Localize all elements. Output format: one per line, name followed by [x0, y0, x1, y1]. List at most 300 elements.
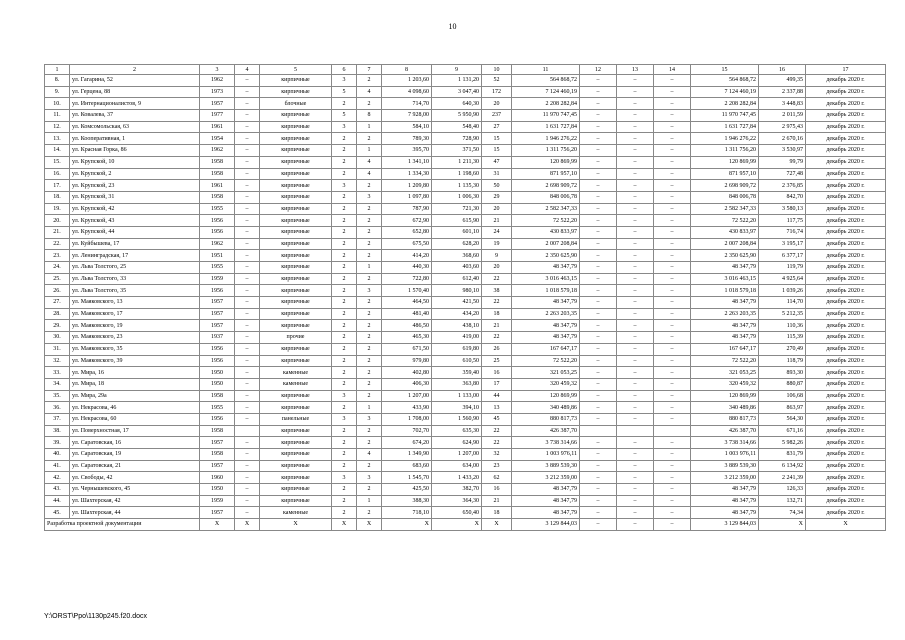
table-cell: –	[617, 191, 654, 203]
table-cell: –	[617, 86, 654, 98]
table-cell: –	[235, 121, 260, 133]
table-cell: 2	[357, 355, 382, 367]
table-cell: декабрь 2020 г.	[806, 145, 886, 157]
table-row	[45, 168, 886, 180]
summary-cell: X	[382, 519, 432, 531]
column-number: 17	[806, 65, 886, 75]
table-cell: 2 975,43	[759, 121, 806, 133]
table-cell: 3 530,97	[759, 145, 806, 157]
table-cell: 237	[482, 110, 512, 122]
table-cell: 47	[482, 156, 512, 168]
table-cell: –	[654, 98, 691, 110]
table-cell: 18	[482, 507, 512, 519]
table-cell: –	[617, 495, 654, 507]
table-cell: декабрь 2020 г.	[806, 425, 886, 437]
table-cell: ул. Чернышевского, 45	[70, 484, 200, 496]
table-cell: 126,33	[759, 484, 806, 496]
table-cell: 25	[482, 355, 512, 367]
document-path: Y:\ORST\Ppo\1130p245.f20.docx	[44, 613, 147, 620]
table-cell: –	[617, 203, 654, 215]
table-cell: 115,39	[759, 332, 806, 344]
table-cell: декабрь 2020 г.	[806, 449, 886, 461]
table-cell: 2 582 347,33	[512, 203, 580, 215]
summary-cell: X	[806, 519, 886, 531]
table-cell: 15	[482, 145, 512, 157]
table-cell: –	[617, 238, 654, 250]
table-cell: 1957	[200, 437, 235, 449]
table-cell: декабрь 2020 г.	[806, 215, 886, 227]
table-cell: 434,20	[432, 308, 482, 320]
table-cell: декабрь 2020 г.	[806, 285, 886, 297]
table-cell: декабрь 2020 г.	[806, 367, 886, 379]
table-cell: ул. Комсомольская, 63	[70, 121, 200, 133]
table-cell: ул. Саратовская, 19	[70, 449, 200, 461]
table-cell: ул. Крупской, 10	[70, 156, 200, 168]
table-cell: кирпичные	[260, 320, 332, 332]
table-row	[45, 297, 886, 309]
table-cell: –	[580, 390, 617, 402]
table-row	[45, 413, 886, 425]
table-cell: –	[654, 191, 691, 203]
table-row	[45, 75, 886, 87]
table-cell: 1 131,20	[432, 75, 482, 87]
table-cell: –	[654, 355, 691, 367]
table-cell: 21	[482, 215, 512, 227]
table-row	[45, 145, 886, 157]
table-cell: –	[235, 332, 260, 344]
table-row	[45, 133, 886, 145]
table-cell: кирпичные	[260, 110, 332, 122]
table-cell: декабрь 2020 г.	[806, 460, 886, 472]
table-cell: кирпичные	[260, 180, 332, 192]
table-cell: 394,10	[432, 402, 482, 414]
table-cell: 363,80	[432, 378, 482, 390]
table-cell: 18	[482, 308, 512, 320]
table-cell: прочие	[260, 332, 332, 344]
table-cell: –	[580, 449, 617, 461]
table-cell: 2	[332, 191, 357, 203]
table-cell: 1 334,30	[382, 168, 432, 180]
table-cell: –	[617, 484, 654, 496]
table-cell: –	[654, 460, 691, 472]
table-cell: 5 982,26	[759, 437, 806, 449]
table-cell: 21	[482, 495, 512, 507]
table-cell: 1 135,30	[432, 180, 482, 192]
table-cell: 2	[332, 402, 357, 414]
table-cell: ул. Льва Толстого, 25	[70, 262, 200, 274]
table-cell: 120 869,99	[512, 156, 580, 168]
table-cell: 406,30	[382, 378, 432, 390]
summary-cell: X	[432, 519, 482, 531]
table-cell: 48 347,79	[512, 484, 580, 496]
table-cell: 1 545,70	[382, 472, 432, 484]
table-cell: 2	[332, 332, 357, 344]
table-cell: 1959	[200, 495, 235, 507]
column-number: 2	[70, 65, 200, 75]
table-cell: 2 350 625,90	[691, 250, 759, 262]
table-cell: 1954	[200, 133, 235, 145]
table-cell: –	[580, 484, 617, 496]
table-cell: 440,30	[382, 262, 432, 274]
table-cell: –	[235, 437, 260, 449]
table-cell: –	[235, 308, 260, 320]
table-cell: 2	[357, 273, 382, 285]
table-cell: 1956	[200, 355, 235, 367]
table-cell: 44.	[45, 495, 70, 507]
table-cell: 1 003 976,11	[691, 449, 759, 461]
table-cell: каменные	[260, 378, 332, 390]
table-cell: кирпичные	[260, 121, 332, 133]
table-cell: –	[617, 507, 654, 519]
summary-cell: X	[482, 519, 512, 531]
table-cell: декабрь 2020 г.	[806, 308, 886, 320]
table-cell: 880 817,73	[512, 413, 580, 425]
table-cell: 395,70	[382, 145, 432, 157]
table-cell: 1 003 976,11	[512, 449, 580, 461]
table-cell: 382,70	[432, 484, 482, 496]
table-cell: 21.	[45, 226, 70, 238]
table-cell: 716,74	[759, 226, 806, 238]
table-cell: 2	[357, 98, 382, 110]
table-cell: –	[235, 191, 260, 203]
table-cell: ул. Куйбышева, 17	[70, 238, 200, 250]
table-cell: –	[654, 507, 691, 519]
table-cell: 24.	[45, 262, 70, 274]
table-cell: –	[654, 86, 691, 98]
table-cell: 72 522,20	[512, 355, 580, 367]
table-cell: ул. Ковалева, 37	[70, 110, 200, 122]
table-cell: –	[235, 133, 260, 145]
table-cell: –	[654, 390, 691, 402]
table-cell: –	[235, 156, 260, 168]
table-cell: кирпичные	[260, 484, 332, 496]
column-number: 6	[332, 65, 357, 75]
table-cell: 584,10	[382, 121, 432, 133]
table-cell: –	[654, 472, 691, 484]
table-cell: 1	[357, 495, 382, 507]
table-cell: 612,40	[432, 273, 482, 285]
table-cell: 2	[357, 133, 382, 145]
table-cell: кирпичные	[260, 285, 332, 297]
table-cell: 5 212,35	[759, 308, 806, 320]
table-cell: 11.	[45, 110, 70, 122]
table-cell: 2	[357, 250, 382, 262]
table-cell: 7 928,00	[382, 110, 432, 122]
table-cell: ул. Кооперативная, 1	[70, 133, 200, 145]
table-cell: 2 263 203,35	[512, 308, 580, 320]
table-cell: 38.	[45, 425, 70, 437]
table-cell: –	[617, 75, 654, 87]
table-cell: 3 738 314,66	[691, 437, 759, 449]
table-cell: декабрь 2020 г.	[806, 191, 886, 203]
table-cell: 675,50	[382, 238, 432, 250]
table-cell: 31.	[45, 343, 70, 355]
table-cell: 402,80	[382, 367, 432, 379]
table-cell: кирпичные	[260, 262, 332, 274]
table-cell: 601,10	[432, 226, 482, 238]
table-cell: 3	[332, 472, 357, 484]
table-cell: –	[617, 449, 654, 461]
table-cell: –	[580, 215, 617, 227]
table-cell: ул. Крупской, 43	[70, 215, 200, 227]
summary-cell: 3 129 844,03	[512, 519, 580, 531]
table-cell: 1957	[200, 308, 235, 320]
table-cell: 321 053,25	[512, 367, 580, 379]
table-cell: –	[235, 495, 260, 507]
table-cell: –	[580, 332, 617, 344]
table-cell: 72 522,20	[691, 215, 759, 227]
table-cell: 6 377,17	[759, 250, 806, 262]
table-row	[45, 425, 886, 437]
table-cell: 1955	[200, 262, 235, 274]
table-cell: 42.	[45, 472, 70, 484]
table-cell: ул. Крупской, 44	[70, 226, 200, 238]
table-cell: 26.	[45, 285, 70, 297]
table-cell: –	[654, 308, 691, 320]
table-cell: 2	[332, 460, 357, 472]
table-cell: 2 011,59	[759, 110, 806, 122]
table-cell: 3 212 359,00	[691, 472, 759, 484]
table-cell: 30.	[45, 332, 70, 344]
table-cell	[580, 425, 617, 437]
table-cell: 2	[332, 238, 357, 250]
table-cell: –	[654, 203, 691, 215]
table-cell: –	[617, 168, 654, 180]
table-cell: 1958	[200, 449, 235, 461]
table-cell: 22	[482, 297, 512, 309]
table-cell: декабрь 2020 г.	[806, 320, 886, 332]
table-cell: 430 833,97	[691, 226, 759, 238]
table-cell: 979,80	[382, 355, 432, 367]
column-number: 4	[235, 65, 260, 75]
table-cell: 4	[357, 86, 382, 98]
table-cell: 419,00	[432, 332, 482, 344]
table-cell: –	[580, 297, 617, 309]
table-cell: –	[654, 215, 691, 227]
table-cell: ул. Гагарина, 52	[70, 75, 200, 87]
table-cell: ул. Саратовская, 16	[70, 437, 200, 449]
table-cell: 728,90	[432, 133, 482, 145]
table-cell	[235, 425, 260, 437]
table-row	[45, 110, 886, 122]
table-cell: 99,79	[759, 156, 806, 168]
table-cell: кирпичные	[260, 472, 332, 484]
table-cell: –	[580, 168, 617, 180]
table-cell: 45	[482, 413, 512, 425]
table-cell: –	[580, 156, 617, 168]
table-cell: 3 889 539,30	[691, 460, 759, 472]
table-cell: –	[235, 75, 260, 87]
table-cell: –	[617, 226, 654, 238]
table-cell: 1959	[200, 273, 235, 285]
table-cell: 371,50	[432, 145, 482, 157]
table-cell: ул. Свободы, 42	[70, 472, 200, 484]
table-cell: 610,50	[432, 355, 482, 367]
table-cell: 1	[357, 402, 382, 414]
table-cell: 321 053,25	[691, 367, 759, 379]
table-cell: ул. Льва Толстого, 33	[70, 273, 200, 285]
table-cell: декабрь 2020 г.	[806, 168, 886, 180]
table-cell: 31	[482, 168, 512, 180]
table-cell: ул. Мира, 18	[70, 378, 200, 390]
table-cell: 2	[332, 215, 357, 227]
table-cell: кирпичные	[260, 460, 332, 472]
table-cell: 35.	[45, 390, 70, 402]
table-cell: 1 311 756,20	[512, 145, 580, 157]
table-cell: 32.	[45, 355, 70, 367]
table-cell: ул. Ленинградская, 17	[70, 250, 200, 262]
table-cell: 2	[332, 437, 357, 449]
table-cell: 45.	[45, 507, 70, 519]
table-cell: 486,50	[382, 320, 432, 332]
table-cell: –	[235, 145, 260, 157]
table-cell: 29	[482, 191, 512, 203]
summary-cell: –	[617, 519, 654, 531]
table-row	[45, 226, 886, 238]
table-cell: 39.	[45, 437, 70, 449]
table-cell: –	[235, 273, 260, 285]
table-cell: 1958	[200, 425, 235, 437]
table-cell: 3	[332, 390, 357, 402]
table-cell: 1 708,00	[382, 413, 432, 425]
table-cell: 3	[332, 75, 357, 87]
table-cell: ул. Герцена, 88	[70, 86, 200, 98]
table-row	[45, 484, 886, 496]
table-cell: 2 241,39	[759, 472, 806, 484]
table-cell: декабрь 2020 г.	[806, 378, 886, 390]
table-cell: 167 647,17	[691, 343, 759, 355]
table-cell: 9	[482, 250, 512, 262]
table-cell: 2	[332, 262, 357, 274]
table-cell: –	[235, 460, 260, 472]
table-cell: 893,30	[759, 367, 806, 379]
page-number: 10	[448, 22, 457, 31]
table-cell: 628,20	[432, 238, 482, 250]
table-cell: 388,30	[382, 495, 432, 507]
table-cell: 1 560,90	[432, 413, 482, 425]
table-cell: –	[580, 98, 617, 110]
table-cell: –	[617, 180, 654, 192]
table-cell: ул. Шахтерская, 44	[70, 507, 200, 519]
table-cell: –	[617, 297, 654, 309]
table-cell: 48 347,79	[512, 495, 580, 507]
table-cell: 2 376,85	[759, 180, 806, 192]
housing-register-table	[44, 64, 886, 531]
table-cell: кирпичные	[260, 343, 332, 355]
table-cell: –	[235, 285, 260, 297]
table-cell: 2	[332, 297, 357, 309]
table-cell: 368,60	[432, 250, 482, 262]
table-cell: кирпичные	[260, 145, 332, 157]
table-cell: 1956	[200, 343, 235, 355]
column-number: 10	[482, 65, 512, 75]
summary-cell: X	[357, 519, 382, 531]
table-cell: 13.	[45, 133, 70, 145]
table-cell: 3 195,17	[759, 238, 806, 250]
table-cell: 2	[332, 203, 357, 215]
table-cell: –	[654, 367, 691, 379]
table-cell: декабрь 2020 г.	[806, 110, 886, 122]
table-cell: 403,60	[432, 262, 482, 274]
table-cell: 1958	[200, 156, 235, 168]
table-cell: –	[617, 121, 654, 133]
table-cell: –	[654, 238, 691, 250]
table-cell: 5	[332, 86, 357, 98]
column-number: 9	[432, 65, 482, 75]
table-cell: 2	[332, 168, 357, 180]
table-cell: 48 347,79	[512, 320, 580, 332]
table-cell: кирпичные	[260, 250, 332, 262]
summary-cell: –	[654, 519, 691, 531]
table-cell: 425,50	[382, 484, 432, 496]
table-cell: 3 580,13	[759, 203, 806, 215]
table-cell: 1 207,00	[382, 390, 432, 402]
table-cell: –	[617, 320, 654, 332]
table-cell: кирпичные	[260, 449, 332, 461]
table-cell: 2	[332, 250, 357, 262]
table-cell: 17	[482, 378, 512, 390]
table-cell: –	[654, 110, 691, 122]
table-cell: –	[235, 390, 260, 402]
table-row	[45, 367, 886, 379]
table-cell: –	[617, 355, 654, 367]
table-row	[45, 98, 886, 110]
table-row	[45, 472, 886, 484]
table-cell: кирпичные	[260, 355, 332, 367]
table-cell: 2	[357, 75, 382, 87]
table-cell: –	[654, 133, 691, 145]
table-cell: 414,20	[382, 250, 432, 262]
table-cell: –	[654, 495, 691, 507]
table-cell: блочные	[260, 98, 332, 110]
table-cell: ул. Маяковского, 19	[70, 320, 200, 332]
table-cell: ул. Шахтерская, 42	[70, 495, 200, 507]
table-cell: кирпичные	[260, 238, 332, 250]
table-cell: –	[235, 110, 260, 122]
table-cell: ул. Некрасова, 60	[70, 413, 200, 425]
table-cell: декабрь 2020 г.	[806, 86, 886, 98]
table-cell: 848 006,78	[512, 191, 580, 203]
table-cell: 1958	[200, 390, 235, 402]
table-cell: 106,68	[759, 390, 806, 402]
table-cell: 4 925,64	[759, 273, 806, 285]
column-number: 11	[512, 65, 580, 75]
table-cell: 23	[482, 460, 512, 472]
table-cell: декабрь 2020 г.	[806, 390, 886, 402]
table-cell: 2	[357, 484, 382, 496]
table-cell: кирпичные	[260, 390, 332, 402]
table-cell: 1 133,00	[432, 390, 482, 402]
table-cell: 5	[332, 110, 357, 122]
table-row	[45, 390, 886, 402]
table-cell	[654, 425, 691, 437]
table-cell: 3 738 314,66	[512, 437, 580, 449]
table-cell: 3 448,83	[759, 98, 806, 110]
table-cell: декабрь 2020 г.	[806, 133, 886, 145]
table-cell: –	[654, 75, 691, 87]
column-number: 5	[260, 65, 332, 75]
table-cell: 4	[357, 168, 382, 180]
table-cell: 499,35	[759, 75, 806, 87]
table-cell: декабрь 2020 г.	[806, 121, 886, 133]
table-cell: 4 098,60	[382, 86, 432, 98]
table-cell: декабрь 2020 г.	[806, 75, 886, 87]
table-cell: 634,00	[432, 460, 482, 472]
table-cell: 465,30	[382, 332, 432, 344]
table-cell: 1 311 756,20	[691, 145, 759, 157]
table-cell: 3	[357, 472, 382, 484]
table-cell: –	[235, 484, 260, 496]
